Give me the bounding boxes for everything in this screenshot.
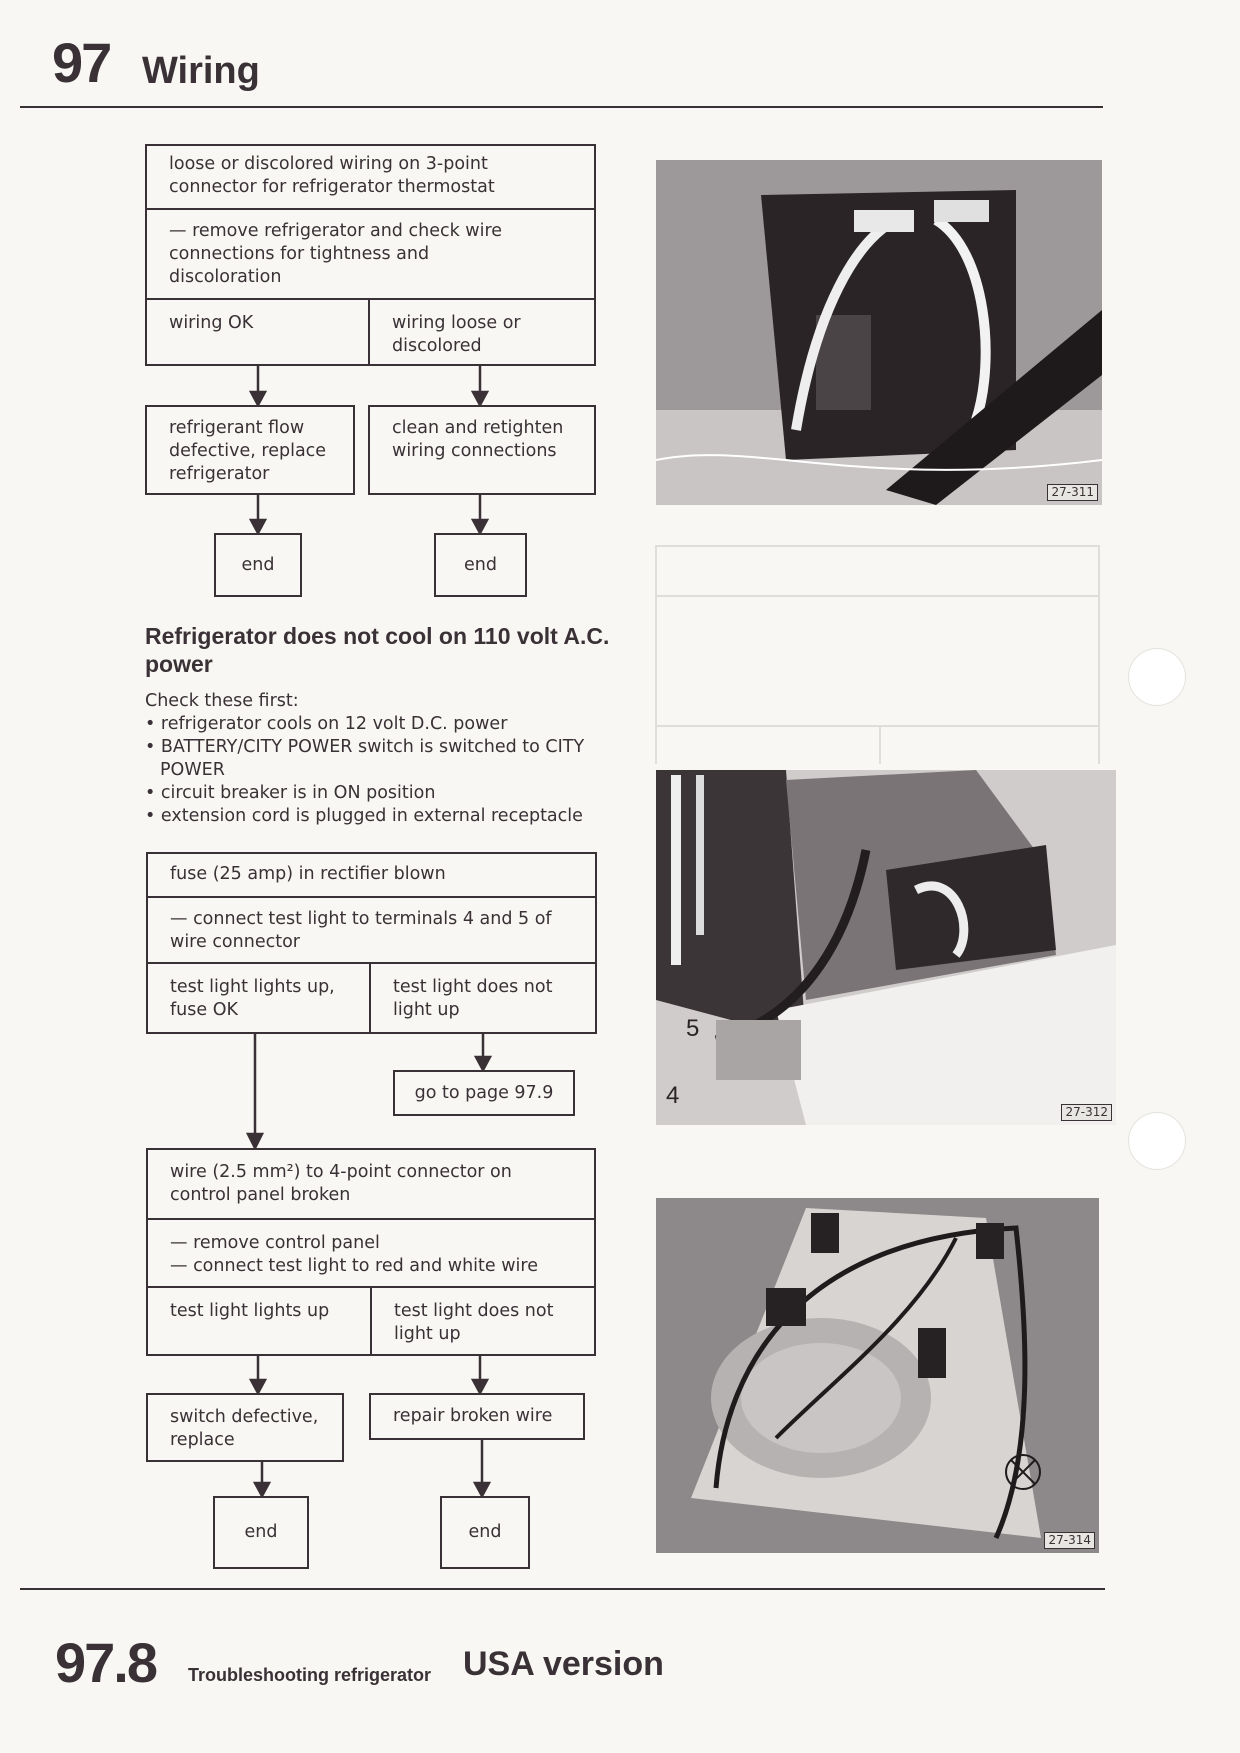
terminal-label-4: 4 xyxy=(666,1082,680,1109)
flow1-wiring-ok: wiring OK xyxy=(145,298,370,366)
flow3-end-left: end xyxy=(213,1496,309,1569)
section-heading: Refrigerator does not cool on 110 volt A.C. power xyxy=(145,623,610,677)
flow1-condition-box: loose or discolored wiring on 3-point connector for refrigerator thermostat xyxy=(145,144,596,210)
flow1-end-right: end xyxy=(434,533,527,597)
flow2-lights-up: test light lights up, fuse OK xyxy=(146,962,371,1034)
photo-rectifier-terminals xyxy=(656,770,1116,1125)
check-item: • extension cord is plugged in external receptacle xyxy=(145,805,605,828)
check-item: • circuit breaker is in ON position xyxy=(145,782,605,805)
check-title: Check these first: xyxy=(145,691,299,711)
check-list xyxy=(145,690,605,828)
photo-id-tag: 27-314 xyxy=(1044,1532,1095,1549)
flow2-fuse-blown: fuse (25 amp) in rectifier blown xyxy=(146,852,597,898)
flow1-end-left: end xyxy=(214,533,302,597)
flow3-repair-wire: repair broken wire xyxy=(369,1393,585,1440)
bleed-through-flowchart xyxy=(655,545,1100,765)
flow3-switch-defective: switch defective, replace xyxy=(146,1393,344,1462)
flow1-replace-refrigerator: refrigerant flow defective, replace refrigerator xyxy=(145,405,355,495)
flow3-end-right: end xyxy=(440,1496,530,1569)
chapter-number: 97 xyxy=(52,31,111,94)
check-item: • refrigerator cools on 12 volt D.C. power xyxy=(145,713,605,736)
page-title: Wiring xyxy=(142,50,260,92)
flow2-connect-test-light: — connect test light to terminals 4 and 5 of wire connector xyxy=(146,896,597,964)
photo-id-tag: 27-312 xyxy=(1061,1104,1112,1121)
footer-version: USA version xyxy=(463,1645,664,1683)
flow2-does-not-light: test light does not light up xyxy=(369,962,597,1034)
flow3-lights-up: test light lights up xyxy=(146,1286,372,1356)
check-item: • BATTERY/CITY POWER switch is switched to CITY POWER xyxy=(145,736,605,782)
punch-hole-bottom xyxy=(1128,1112,1186,1170)
photo-control-panel-wiring xyxy=(656,1198,1099,1553)
flow3-does-not-light: test light does not light up xyxy=(370,1286,596,1356)
flow1-action-box: — remove refrigerator and check wire connections for tightness and discoloration xyxy=(145,208,596,300)
photo-thermostat-connector xyxy=(656,160,1102,505)
footer-rule xyxy=(20,1588,1105,1590)
footer-subtitle: Troubleshooting refrigerator xyxy=(188,1665,432,1685)
terminal-label-5: 5 xyxy=(686,1015,700,1042)
flow2-goto-page: go to page 97.9 xyxy=(393,1070,575,1116)
punch-hole-top xyxy=(1128,648,1186,706)
photo-id-tag: 27-311 xyxy=(1047,484,1098,501)
flow3-remove-panel: — remove control panel — connect test light to red and white wire xyxy=(146,1218,596,1288)
flow1-wiring-loose: wiring loose or discolored xyxy=(368,298,596,366)
page-number: 97.8 xyxy=(55,1631,156,1694)
flow3-wire-broken: wire (2.5 mm²) to 4-point connector on control panel broken xyxy=(146,1148,596,1220)
flow1-retighten-wiring: clean and retighten wiring connections xyxy=(368,405,596,495)
